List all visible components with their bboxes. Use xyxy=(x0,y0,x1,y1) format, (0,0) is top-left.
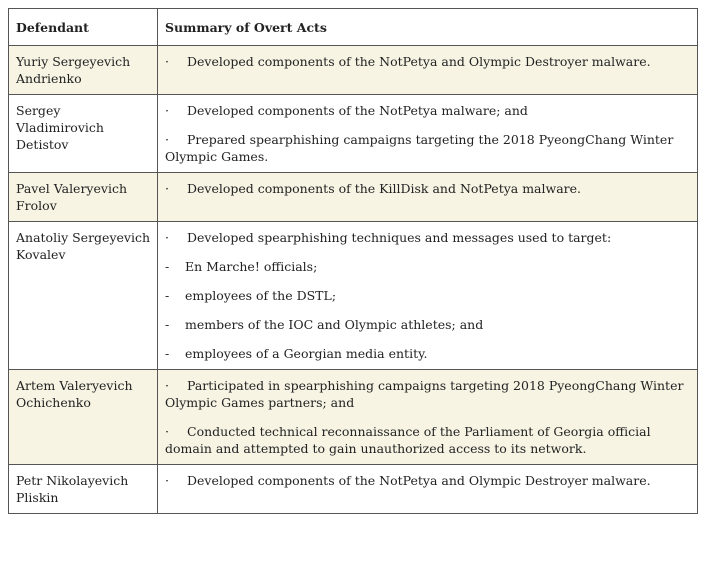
overt-act-text: Conducted technical reconnaissance of the Parliament of Georgia official domain and attempted to gain unauthorized access to its network. xyxy=(165,424,651,456)
overt-act-text: Developed components of the NotPetya and Olympic Destroyer malware. xyxy=(187,54,651,69)
bullet-dot-icon: · xyxy=(165,378,169,393)
overt-acts-cell xyxy=(158,95,698,173)
overt-acts-cell xyxy=(158,465,698,514)
defendant-name: Pavel Valeryevich Frolov xyxy=(9,173,158,222)
bullet-dot-icon: · xyxy=(165,424,169,439)
overt-act-text: members of the IOC and Olympic athletes; and xyxy=(185,317,484,332)
defendant-name: Petr Nikolayevich Pliskin xyxy=(9,465,158,514)
overt-acts-cell xyxy=(158,222,698,370)
table-row xyxy=(9,370,698,465)
header-row xyxy=(9,9,698,46)
overt-act-item xyxy=(165,53,690,70)
overt-act-text: Developed components of the NotPetya and Olympic Destroyer malware. xyxy=(187,473,651,488)
defendant-name: Sergey Vladimirovich Detistov xyxy=(9,95,158,173)
header-summary: Summary of Overt Acts xyxy=(158,9,698,46)
overt-acts-cell xyxy=(158,46,698,95)
header-defendant: Defendant xyxy=(9,9,158,46)
overt-act-item xyxy=(165,345,690,362)
defendant-name: Yuriy Sergeyevich Andrienko xyxy=(9,46,158,95)
overt-act-item xyxy=(165,287,690,304)
overt-acts-cell xyxy=(158,370,698,465)
overt-act-text: employees of the DSTL; xyxy=(185,288,337,303)
overt-act-text: Developed spearphishing techniques and messages used to target: xyxy=(187,230,612,245)
bullet-dot-icon: · xyxy=(165,132,169,147)
table-row xyxy=(9,173,698,222)
overt-act-text: Participated in spearphishing campaigns targeting 2018 PyeongChang Winter Olympic Games partners; and xyxy=(165,378,684,410)
table-row xyxy=(9,222,698,370)
overt-act-item xyxy=(165,229,690,246)
overt-act-text: Prepared spearphishing campaigns targeting the 2018 PyeongChang Winter Olympic Games. xyxy=(165,132,674,164)
overt-act-text: Developed components of the NotPetya malware; and xyxy=(187,103,528,118)
overt-act-item xyxy=(165,258,690,275)
overt-act-item xyxy=(165,131,690,165)
overt-act-item xyxy=(165,180,690,197)
defendant-name: Anatoliy Sergeyevich Kovalev xyxy=(9,222,158,370)
bullet-dash-icon: - xyxy=(165,288,170,303)
bullet-dot-icon: · xyxy=(165,473,169,488)
overt-acts-table xyxy=(8,8,698,514)
bullet-dot-icon: · xyxy=(165,230,169,245)
overt-act-item xyxy=(165,316,690,333)
overt-act-item xyxy=(165,377,690,411)
overt-act-item xyxy=(165,102,690,119)
overt-act-text: Developed components of the KillDisk and NotPetya malware. xyxy=(187,181,582,196)
table-row xyxy=(9,95,698,173)
bullet-dash-icon: - xyxy=(165,317,170,332)
bullet-dash-icon: - xyxy=(165,259,170,274)
table-row xyxy=(9,465,698,514)
bullet-dot-icon: · xyxy=(165,54,169,69)
bullet-dot-icon: · xyxy=(165,103,169,118)
overt-acts-cell xyxy=(158,173,698,222)
overt-act-text: En Marche! officials; xyxy=(185,259,318,274)
bullet-dot-icon: · xyxy=(165,181,169,196)
defendant-name: Artem Valeryevich Ochichenko xyxy=(9,370,158,465)
overt-act-item xyxy=(165,423,690,457)
bullet-dash-icon: - xyxy=(165,346,170,361)
table-row xyxy=(9,46,698,95)
overt-act-item xyxy=(165,472,690,489)
overt-act-text: employees of a Georgian media entity. xyxy=(185,346,428,361)
